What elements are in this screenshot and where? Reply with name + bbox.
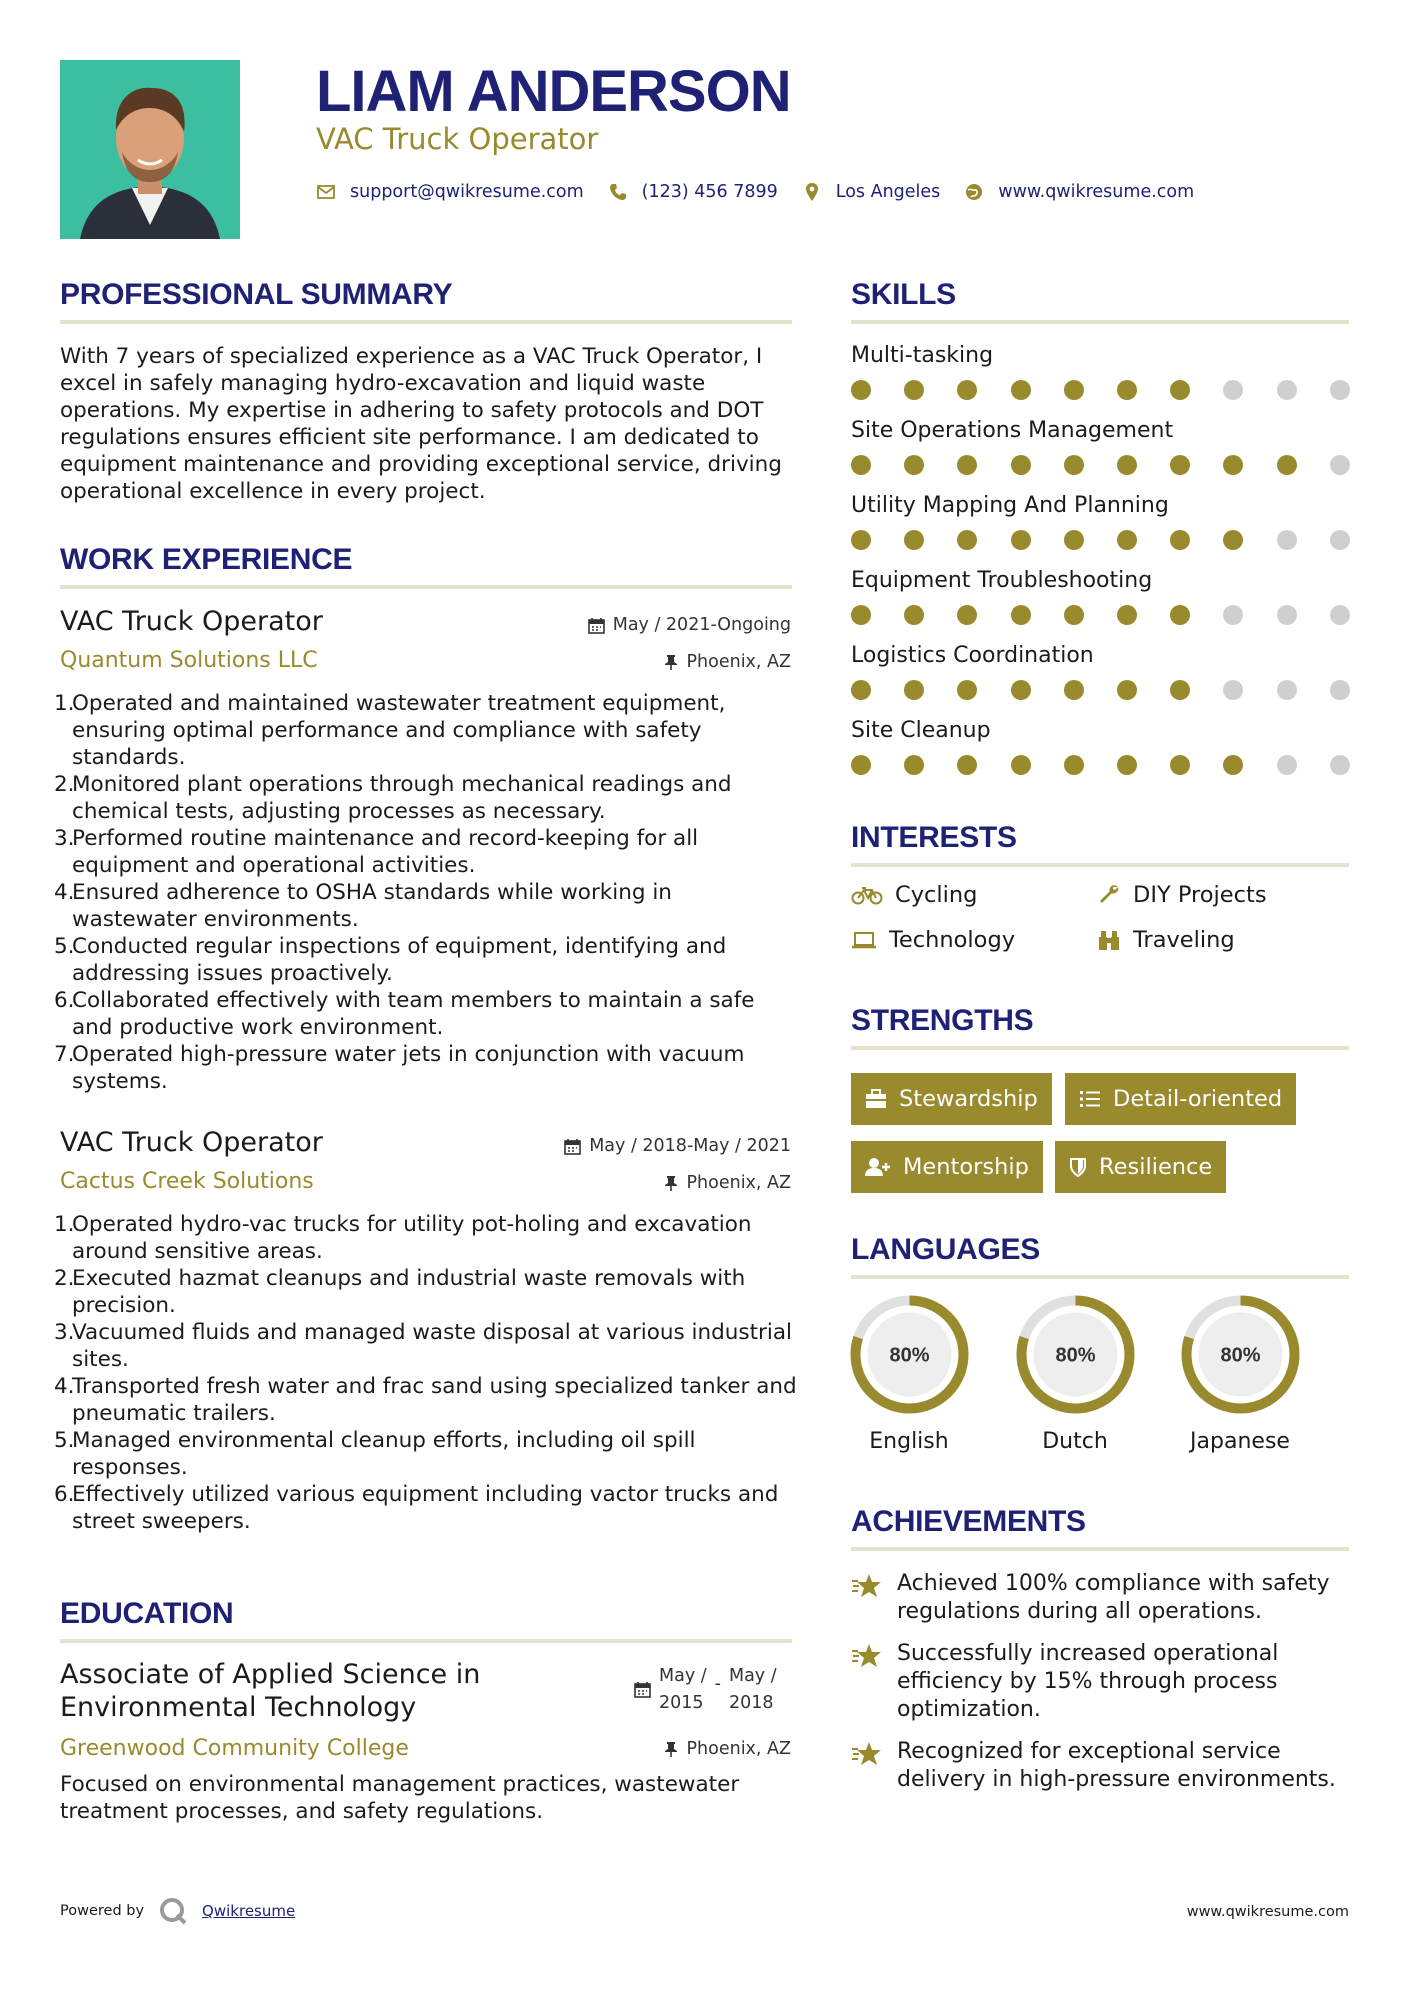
rating-dot-empty — [1330, 755, 1350, 775]
job-company: Quantum Solutions LLC — [60, 648, 318, 673]
language-name: Dutch — [1042, 1429, 1108, 1454]
achievements-heading: ACHIEVEMENTS — [851, 1505, 1086, 1538]
list-item: 7. Operated high-pressure water jets in conjunction with vacuum systems. — [54, 1042, 745, 1094]
language-percent: 80% — [889, 1344, 930, 1367]
rating-dot-filled — [904, 380, 924, 400]
rating-dot-filled — [957, 530, 977, 550]
rating-dot-filled — [851, 380, 871, 400]
shield-icon — [1069, 1157, 1087, 1177]
rating-dot-filled — [1117, 455, 1137, 475]
interest-item — [851, 882, 977, 908]
list-item: 1. Operated and maintained wastewater treatment equipment, ensuring optimal performance and compliance with safety standards. — [54, 691, 726, 770]
rating-dot-filled — [1170, 455, 1190, 475]
globe-icon — [964, 182, 984, 202]
skill-name: Logistics Coordination — [851, 643, 1094, 668]
skill-rating — [851, 680, 1349, 700]
strength-label: Mentorship — [903, 1154, 1029, 1180]
skill-rating — [851, 380, 1349, 400]
list-item: 4. Transported fresh water and frac sand using specialized tanker and pneumatic trailers. — [54, 1374, 797, 1426]
job-date — [588, 615, 791, 635]
rating-dot-filled — [904, 680, 924, 700]
rating-dot-filled — [1011, 605, 1031, 625]
education-heading: EDUCATION — [60, 1597, 234, 1630]
star-icon — [851, 1642, 883, 1670]
skill-name: Multi-tasking — [851, 343, 994, 368]
achievement-text: Achieved 100% compliance with safety regulations during all operations. — [897, 1571, 1330, 1624]
rating-dot-filled — [1223, 455, 1243, 475]
rating-dot-filled — [1117, 530, 1137, 550]
education-end-month: May / — [728, 1666, 777, 1686]
job-date-text: May / 2018-May / 2021 — [589, 1136, 791, 1156]
rating-dot-filled — [904, 455, 924, 475]
footer-powered — [60, 1896, 295, 1926]
job-location-text: Phoenix, AZ — [686, 652, 791, 672]
rating-dot-filled — [1170, 755, 1190, 775]
language-ring — [1013, 1292, 1138, 1421]
education-description: Focused on environmental management practices, wastewater treatment processes, and safety regulations. — [60, 1772, 740, 1824]
job-bullets — [54, 1211, 799, 1535]
list-item: 3. Performed routine maintenance and record-keeping for all equipment and operational activities. — [54, 826, 699, 878]
summary-text: With 7 years of specialized experience as a VAC Truck Operator, I excel in safely managing hydro-excavation and liquid waste operations. My expertise in adhering to safety protocols and DOT regulations ensures efficient site performance. I am dedicated to equipment maintenance and providing exceptional service, driving operational excellence in every project. — [60, 344, 782, 504]
job-title: VAC Truck Operator — [60, 1127, 323, 1158]
bicycle-icon — [851, 885, 883, 905]
rating-dot-filled — [1011, 530, 1031, 550]
rating-dot-filled — [1064, 680, 1084, 700]
list-icon — [1079, 1090, 1101, 1108]
list-item: 5. Conducted regular inspections of equipment, identifying and addressing issues proactively. — [54, 934, 727, 986]
strengths-heading: STRENGTHS — [851, 1004, 1034, 1037]
pushpin-icon — [664, 654, 678, 671]
rating-dot-filled — [1277, 455, 1297, 475]
strength-label: Detail-oriented — [1113, 1086, 1283, 1112]
map-marker-icon — [802, 182, 822, 202]
rating-dot-filled — [851, 755, 871, 775]
contact-bar — [316, 178, 1218, 206]
strength-tag — [1065, 1073, 1296, 1125]
interest-label: Cycling — [895, 882, 978, 908]
rating-dot-filled — [1064, 380, 1084, 400]
rating-dot-filled — [1170, 680, 1190, 700]
achievement-text: Recognized for exceptional service delivery in high-pressure environments. — [897, 1739, 1336, 1792]
rating-dot-empty — [1277, 605, 1297, 625]
rating-dot-empty — [1223, 680, 1243, 700]
job-date-text: May / 2021-Ongoing — [612, 615, 791, 635]
rating-dot-empty — [1223, 605, 1243, 625]
section-divider — [60, 320, 792, 324]
rating-dot-filled — [1117, 605, 1137, 625]
phone-icon — [608, 182, 628, 202]
list-item: 1. Operated hydro-vac trucks for utility pot-holing and excavation around sensitive areas. — [54, 1212, 752, 1264]
calendar-icon — [564, 1138, 581, 1155]
wrench-icon — [1097, 884, 1121, 906]
job-company: Cactus Creek Solutions — [60, 1169, 314, 1194]
work-heading: WORK EXPERIENCE — [60, 543, 353, 576]
qwikresume-logo-icon — [158, 1896, 188, 1926]
rating-dot-filled — [1223, 530, 1243, 550]
contact-phone[interactable]: (123) 456 7899 — [641, 182, 778, 202]
strength-tag — [851, 1141, 1043, 1193]
contact-email[interactable]: support@qwikresume.com — [350, 182, 584, 202]
rating-dot-filled — [957, 455, 977, 475]
laptop-icon — [851, 930, 877, 950]
interests-heading: INTERESTS — [851, 821, 1017, 854]
interest-label: DIY Projects — [1133, 882, 1267, 908]
rating-dot-empty — [1277, 380, 1297, 400]
rating-dot-filled — [851, 605, 871, 625]
section-divider — [60, 585, 792, 589]
achievement-text: Successfully increased operational efficiency by 15% through process optimization. — [897, 1641, 1279, 1722]
list-item: 2. Monitored plant operations through mechanical readings and chemical tests, adjusting processes as necessary. — [54, 772, 732, 824]
achievement-item — [851, 1570, 1351, 1626]
rating-dot-filled — [1011, 455, 1031, 475]
star-icon — [851, 1572, 883, 1600]
skill-rating — [851, 605, 1349, 625]
rating-dot-empty — [1330, 605, 1350, 625]
rating-dot-filled — [957, 755, 977, 775]
pushpin-icon — [664, 1741, 678, 1758]
job-location-text: Phoenix, AZ — [686, 1173, 791, 1193]
binoculars-icon — [1097, 929, 1121, 951]
rating-dot-filled — [1170, 530, 1190, 550]
summary-heading: PROFESSIONAL SUMMARY — [60, 278, 453, 311]
education-location — [664, 1739, 791, 1759]
section-divider — [851, 863, 1349, 867]
rating-dot-filled — [1117, 380, 1137, 400]
skill-name: Equipment Troubleshooting — [851, 568, 1153, 593]
skills-heading: SKILLS — [851, 278, 956, 311]
rating-dot-filled — [904, 605, 924, 625]
section-divider — [851, 1547, 1349, 1551]
pushpin-icon — [664, 1175, 678, 1192]
skill-name: Site Operations Management — [851, 418, 1174, 443]
rating-dot-empty — [1277, 755, 1297, 775]
section-divider — [851, 1046, 1349, 1050]
rating-dot-empty — [1277, 680, 1297, 700]
profile-photo — [60, 60, 240, 239]
rating-dot-filled — [1223, 755, 1243, 775]
contact-website[interactable]: www.qwikresume.com — [998, 182, 1195, 202]
rating-dot-filled — [1170, 380, 1190, 400]
job-location — [664, 1173, 791, 1193]
interest-item — [851, 927, 1015, 953]
education-date — [634, 1663, 777, 1717]
interest-label: Technology — [889, 927, 1016, 953]
rating-dot-filled — [851, 530, 871, 550]
education-end-year: 2018 — [728, 1693, 774, 1713]
education-start-year: 2015 — [659, 1693, 704, 1713]
language-ring — [1178, 1292, 1303, 1421]
rating-dot-filled — [1064, 530, 1084, 550]
rating-dot-filled — [957, 680, 977, 700]
list-item: 4. Ensured adherence to OSHA standards while working in wastewater environments. — [54, 880, 672, 932]
rating-dot-filled — [851, 455, 871, 475]
skill-name: Utility Mapping And Planning — [851, 493, 1169, 518]
rating-dot-filled — [1064, 455, 1084, 475]
job-date — [564, 1136, 791, 1156]
section-divider — [60, 1639, 792, 1643]
rating-dot-empty — [1330, 680, 1350, 700]
rating-dot-filled — [1064, 605, 1084, 625]
rating-dot-empty — [1223, 380, 1243, 400]
education-date-dash: - — [714, 1674, 721, 1694]
rating-dot-filled — [957, 605, 977, 625]
language-ring — [847, 1292, 972, 1421]
degree-line-1: Associate of Applied Science in — [60, 1659, 481, 1690]
language-percent: 80% — [1220, 1344, 1261, 1367]
interest-label: Traveling — [1133, 927, 1235, 953]
rating-dot-filled — [1011, 755, 1031, 775]
calendar-icon — [634, 1681, 651, 1698]
interest-item — [1097, 927, 1235, 953]
strength-tag — [1055, 1141, 1226, 1193]
rating-dot-empty — [1330, 455, 1350, 475]
rating-dot-empty — [1330, 380, 1350, 400]
star-icon — [851, 1740, 883, 1768]
list-item: 2. Executed hazmat cleanups and industrial waste removals with precision. — [54, 1266, 746, 1318]
rating-dot-filled — [1170, 605, 1190, 625]
powered-by-label: Powered by — [60, 1903, 145, 1919]
rating-dot-empty — [1330, 530, 1350, 550]
list-item: 6. Effectively utilized various equipment including vactor trucks and street sweepers. — [54, 1482, 779, 1534]
skill-rating — [851, 530, 1349, 550]
rating-dot-filled — [1064, 755, 1084, 775]
language-percent: 80% — [1055, 1344, 1096, 1367]
achievement-item — [851, 1738, 1351, 1794]
job-title: VAC Truck Operator — [60, 606, 323, 637]
education-location-text: Phoenix, AZ — [686, 1739, 791, 1759]
section-divider — [851, 1275, 1349, 1279]
rating-dot-filled — [1117, 755, 1137, 775]
strength-label: Stewardship — [899, 1086, 1038, 1112]
calendar-icon — [588, 617, 605, 634]
user-plus-icon — [865, 1157, 891, 1177]
envelope-icon — [316, 182, 336, 202]
rating-dot-filled — [1117, 680, 1137, 700]
contact-location: Los Angeles — [835, 182, 941, 202]
language-name: Japanese — [1190, 1429, 1290, 1454]
rating-dot-filled — [904, 755, 924, 775]
candidate-name: LIAM ANDERSON — [316, 59, 791, 124]
rating-dot-filled — [1011, 680, 1031, 700]
rating-dot-filled — [957, 380, 977, 400]
footer-site-link[interactable]: www.qwikresume.com — [1186, 1904, 1349, 1920]
list-item: 6. Collaborated effectively with team members to maintain a safe and productive work environment. — [54, 988, 755, 1040]
job-location — [664, 652, 791, 672]
language-name: English — [869, 1429, 949, 1454]
skill-rating — [851, 755, 1349, 775]
rating-dot-filled — [851, 680, 871, 700]
rating-dot-filled — [1011, 380, 1031, 400]
strength-tag — [851, 1073, 1052, 1125]
interest-item — [1097, 882, 1267, 908]
degree-line-2: Environmental Technology — [60, 1692, 417, 1723]
rating-dot-filled — [904, 530, 924, 550]
list-item: 3. Vacuumed fluids and managed waste disposal at various industrial sites. — [54, 1320, 793, 1372]
footer-brand-link[interactable]: Qwikresume — [202, 1902, 296, 1920]
job-bullets — [54, 690, 799, 1095]
candidate-title: VAC Truck Operator — [316, 122, 599, 156]
briefcase-icon — [865, 1089, 887, 1109]
skill-name: Site Cleanup — [851, 718, 991, 743]
list-item: 5. Managed environmental cleanup efforts, including oil spill responses. — [54, 1428, 696, 1480]
rating-dot-empty — [1277, 530, 1297, 550]
skill-rating — [851, 455, 1349, 475]
section-divider — [851, 320, 1349, 324]
strength-label: Resilience — [1099, 1154, 1213, 1180]
school-name: Greenwood Community College — [60, 1736, 409, 1761]
achievement-item — [851, 1640, 1351, 1724]
languages-heading: LANGUAGES — [851, 1233, 1040, 1266]
education-start-month: May / — [659, 1666, 707, 1686]
